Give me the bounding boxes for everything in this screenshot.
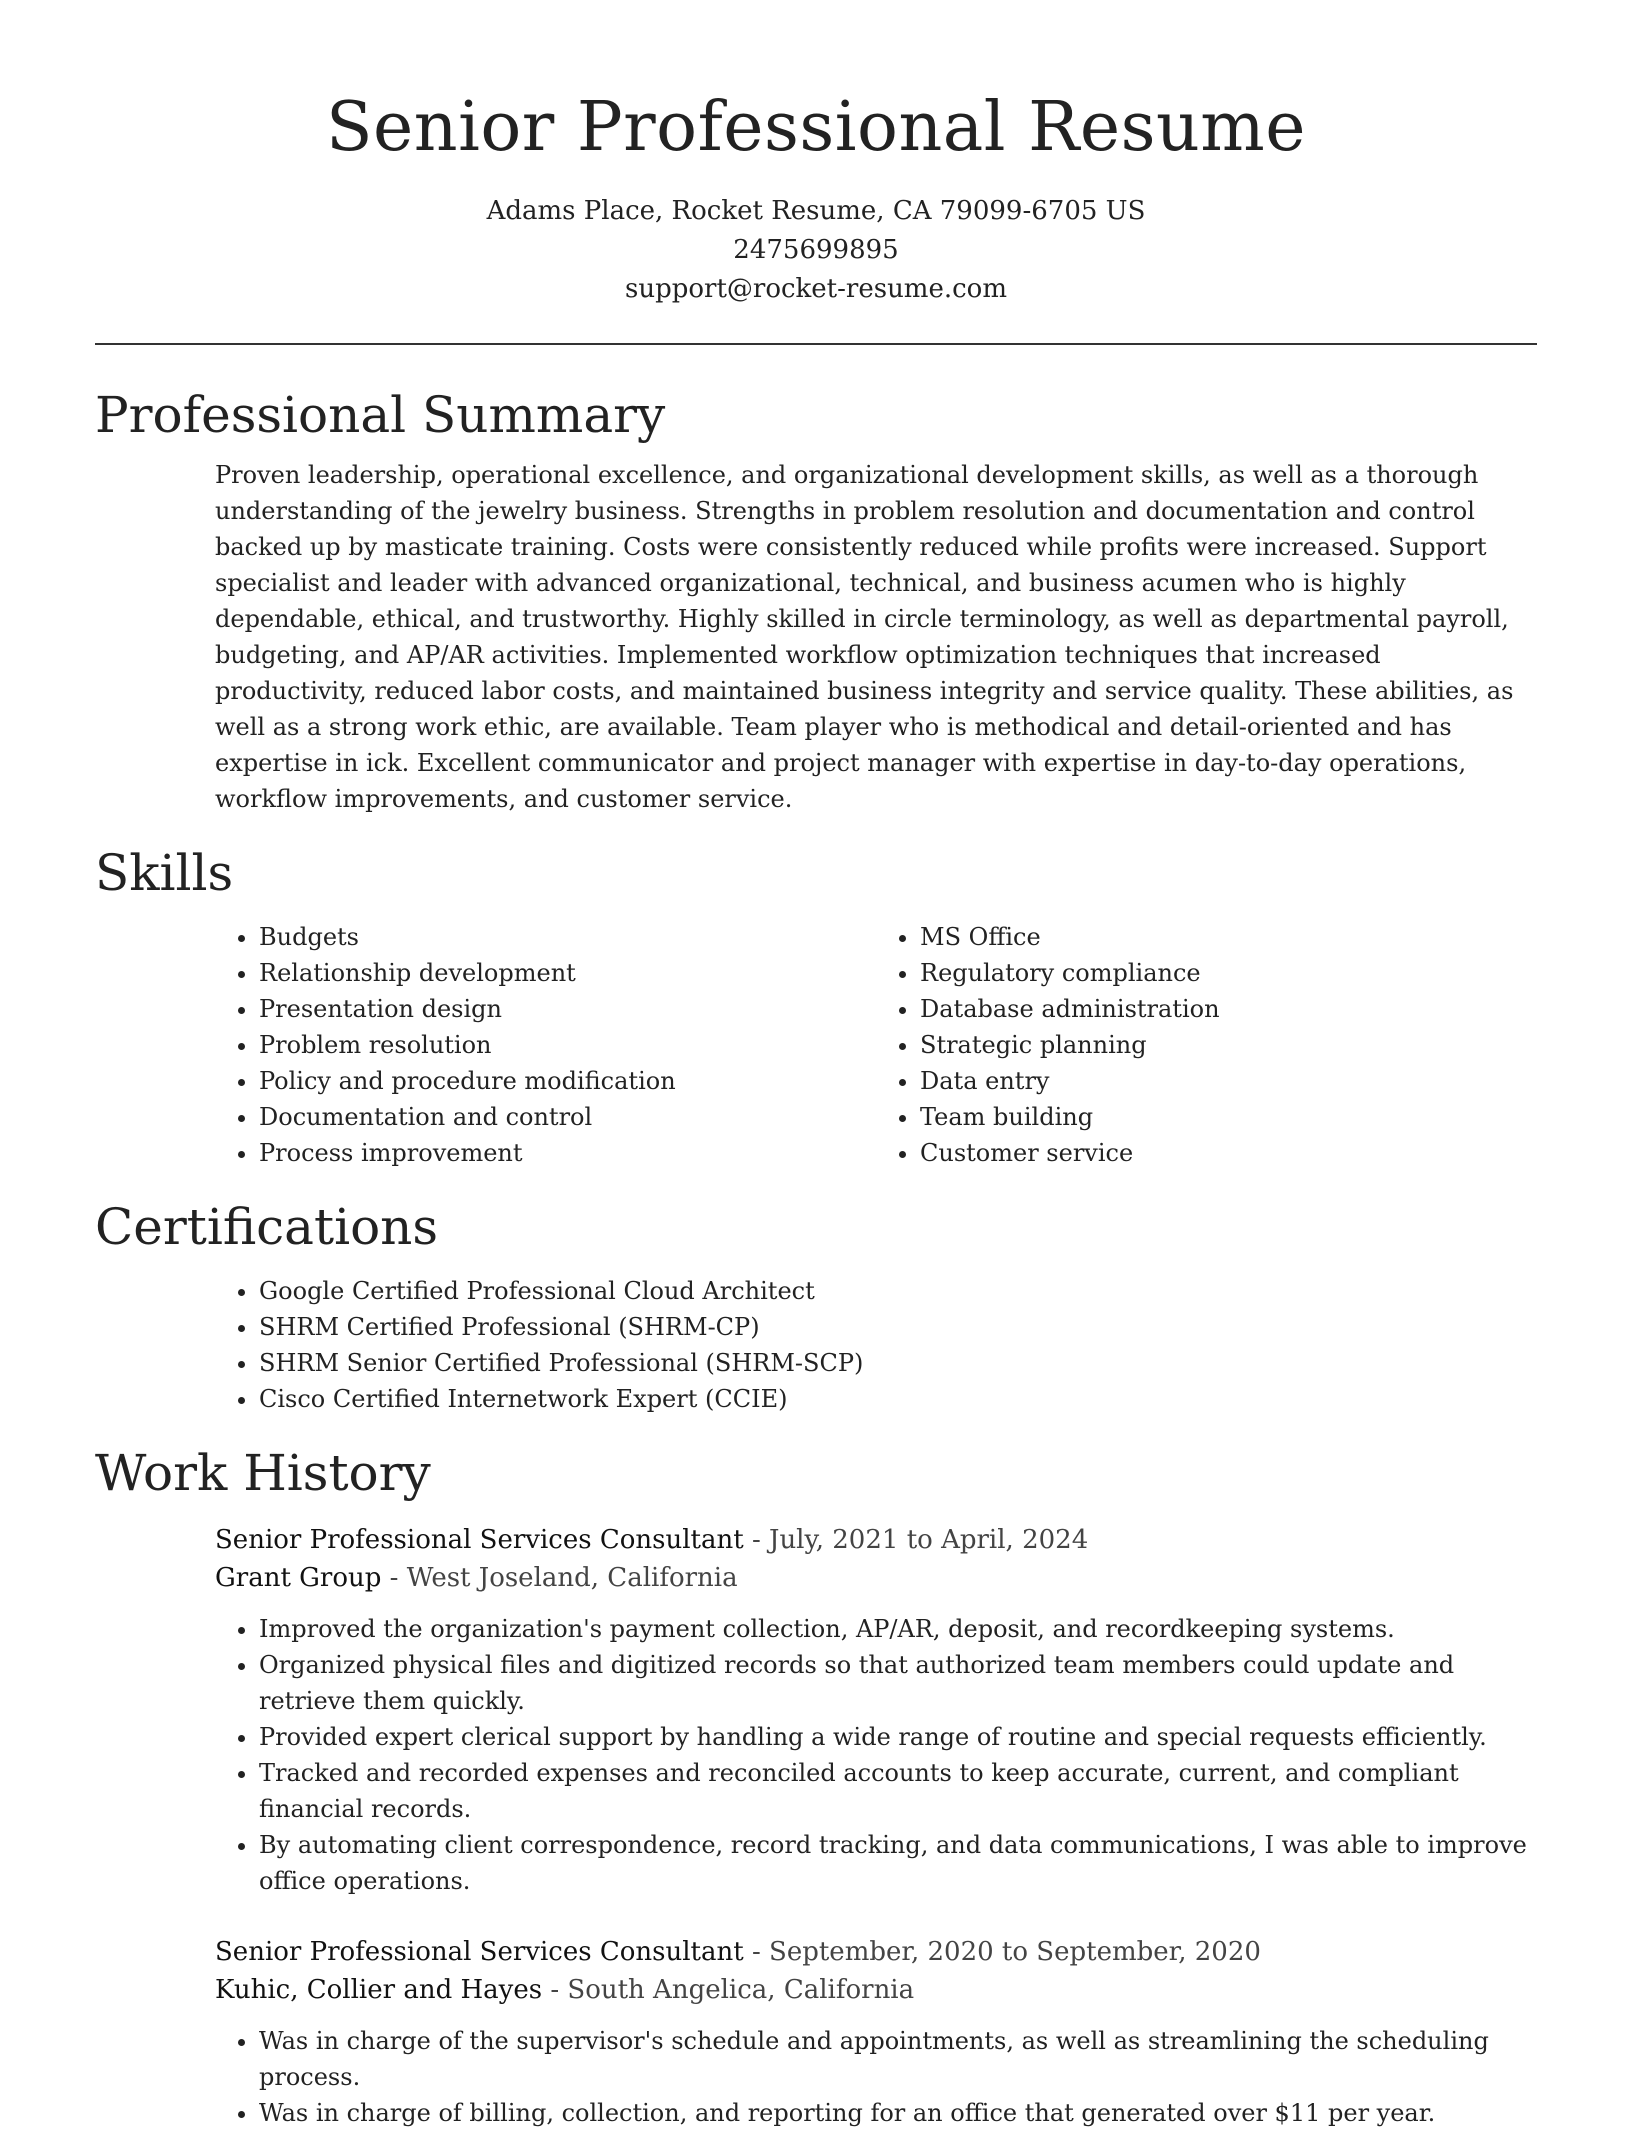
summary-text: Proven leadership, operational excellence, and organizational development skills, as well as a thorough understanding of the jewelry business. Strengths in problem resolution and documentation and control backed up by masticate training. Costs were consistently reduced while profits were increased. Support specialist and leader with advanced organizational, technical, and business acumen who is highly dependable, ethical, and trustworthy. Highly skilled in circle terminology, as well as departmental payroll, budgeting, and AP/AR activities. Implemented workflow optimization techniques that increased productivity, reduced labor costs, and maintained business integrity and service quality. These abilities, as well as a strong work ethic, are available. Team player who is methodical and detail-oriented and has expertise in ick. Excellent communicator and project manager with expertise in day-to-day operations, workflow improvements, and customer service. <box>215 461 1514 813</box>
certifications-list <box>215 1273 1537 1417</box>
job-dates: - July, 2021 to April, 2024 <box>743 1525 1089 1555</box>
job-company-line <box>215 1971 1537 2009</box>
certification-item: • SHRM Senior Certified Professional (SHRM-SCP) <box>259 1345 1537 1381</box>
summary-heading: Professional Summary <box>95 386 666 444</box>
job-title: Senior Professional Services Consultant <box>215 1525 744 1555</box>
job-location: - West Joseland, California <box>381 1563 738 1593</box>
skill-item: • Regulatory compliance <box>920 955 1537 991</box>
skill-item: • Database administration <box>920 991 1537 1027</box>
job-company-line <box>215 1559 1537 1597</box>
job-location: - South Angelica, California <box>542 1975 915 2005</box>
job-entry <box>215 1521 1537 1899</box>
summary-section <box>95 383 1537 817</box>
job-bullet: • Was in charge of billing, collection, and reporting for an office that generated over $11 per year. <box>259 2095 1537 2131</box>
certifications-section <box>95 1195 1537 1417</box>
email: support@rocket-resume.com <box>624 274 1007 304</box>
skill-item: • Process improvement <box>259 1135 876 1171</box>
skills-heading: Skills <box>95 844 234 902</box>
skill-item: • Presentation design <box>259 991 876 1027</box>
job-bullets <box>215 2023 1537 2131</box>
header-divider <box>95 343 1537 345</box>
resume-header <box>95 0 1537 309</box>
job-bullet: • Tracked and recorded expenses and reconciled accounts to keep accurate, current, and compliant financial records. <box>259 1755 1537 1827</box>
skill-item: • Data entry <box>920 1063 1537 1099</box>
job-bullets <box>215 1611 1537 1899</box>
skills-left-list <box>215 919 876 1171</box>
skill-item: • MS Office <box>920 919 1537 955</box>
skills-section <box>95 841 1537 1171</box>
contact-block <box>95 192 1537 309</box>
phone: 2475699895 <box>733 235 899 265</box>
job-bullet: • Organized physical files and digitized records so that authorized team members could update and retrieve them quickly. <box>259 1647 1537 1719</box>
work-history-section <box>95 1441 1537 2131</box>
skill-item: • Strategic planning <box>920 1027 1537 1063</box>
skill-item: • Problem resolution <box>259 1027 876 1063</box>
job-company: Grant Group <box>215 1563 382 1593</box>
resume-title: Senior Professional Resume <box>325 88 1307 167</box>
job-entry <box>215 1933 1537 2131</box>
job-company: Kuhic, Collier and Hayes <box>215 1975 543 2005</box>
certifications-heading: Certifications <box>95 1198 439 1256</box>
skill-item: • Customer service <box>920 1135 1537 1171</box>
job-title-line <box>215 1933 1537 1971</box>
job-title-line <box>215 1521 1537 1559</box>
work-history-heading: Work History <box>95 1444 431 1502</box>
job-bullet: • Was in charge of the supervisor's schedule and appointments, as well as streamlining the scheduling process. <box>259 2023 1537 2095</box>
certification-item: • SHRM Certified Professional (SHRM-CP) <box>259 1309 1537 1345</box>
job-bullet: • Improved the organization's payment collection, AP/AR, deposit, and recordkeeping systems. <box>259 1611 1537 1647</box>
skill-item: • Policy and procedure modification <box>259 1063 876 1099</box>
skills-right-list <box>876 919 1537 1171</box>
certification-item: • Cisco Certified Internetwork Expert (CCIE) <box>259 1381 1537 1417</box>
skills-columns <box>215 919 1537 1171</box>
job-bullet: • Provided expert clerical support by handling a wide range of routine and special requests efficiently. <box>259 1719 1537 1755</box>
certification-item: • Google Certified Professional Cloud Architect <box>259 1273 1537 1309</box>
job-bullet: • By automating client correspondence, record tracking, and data communications, I was able to improve office operations. <box>259 1827 1537 1899</box>
job-title: Senior Professional Services Consultant <box>215 1937 744 1967</box>
skill-item: • Documentation and control <box>259 1099 876 1135</box>
skill-item: • Relationship development <box>259 955 876 991</box>
skill-item: • Budgets <box>259 919 876 955</box>
address: Adams Place, Rocket Resume, CA 79099-6705 US <box>486 196 1146 226</box>
skill-item: • Team building <box>920 1099 1537 1135</box>
job-dates: - September, 2020 to September, 2020 <box>743 1937 1261 1967</box>
